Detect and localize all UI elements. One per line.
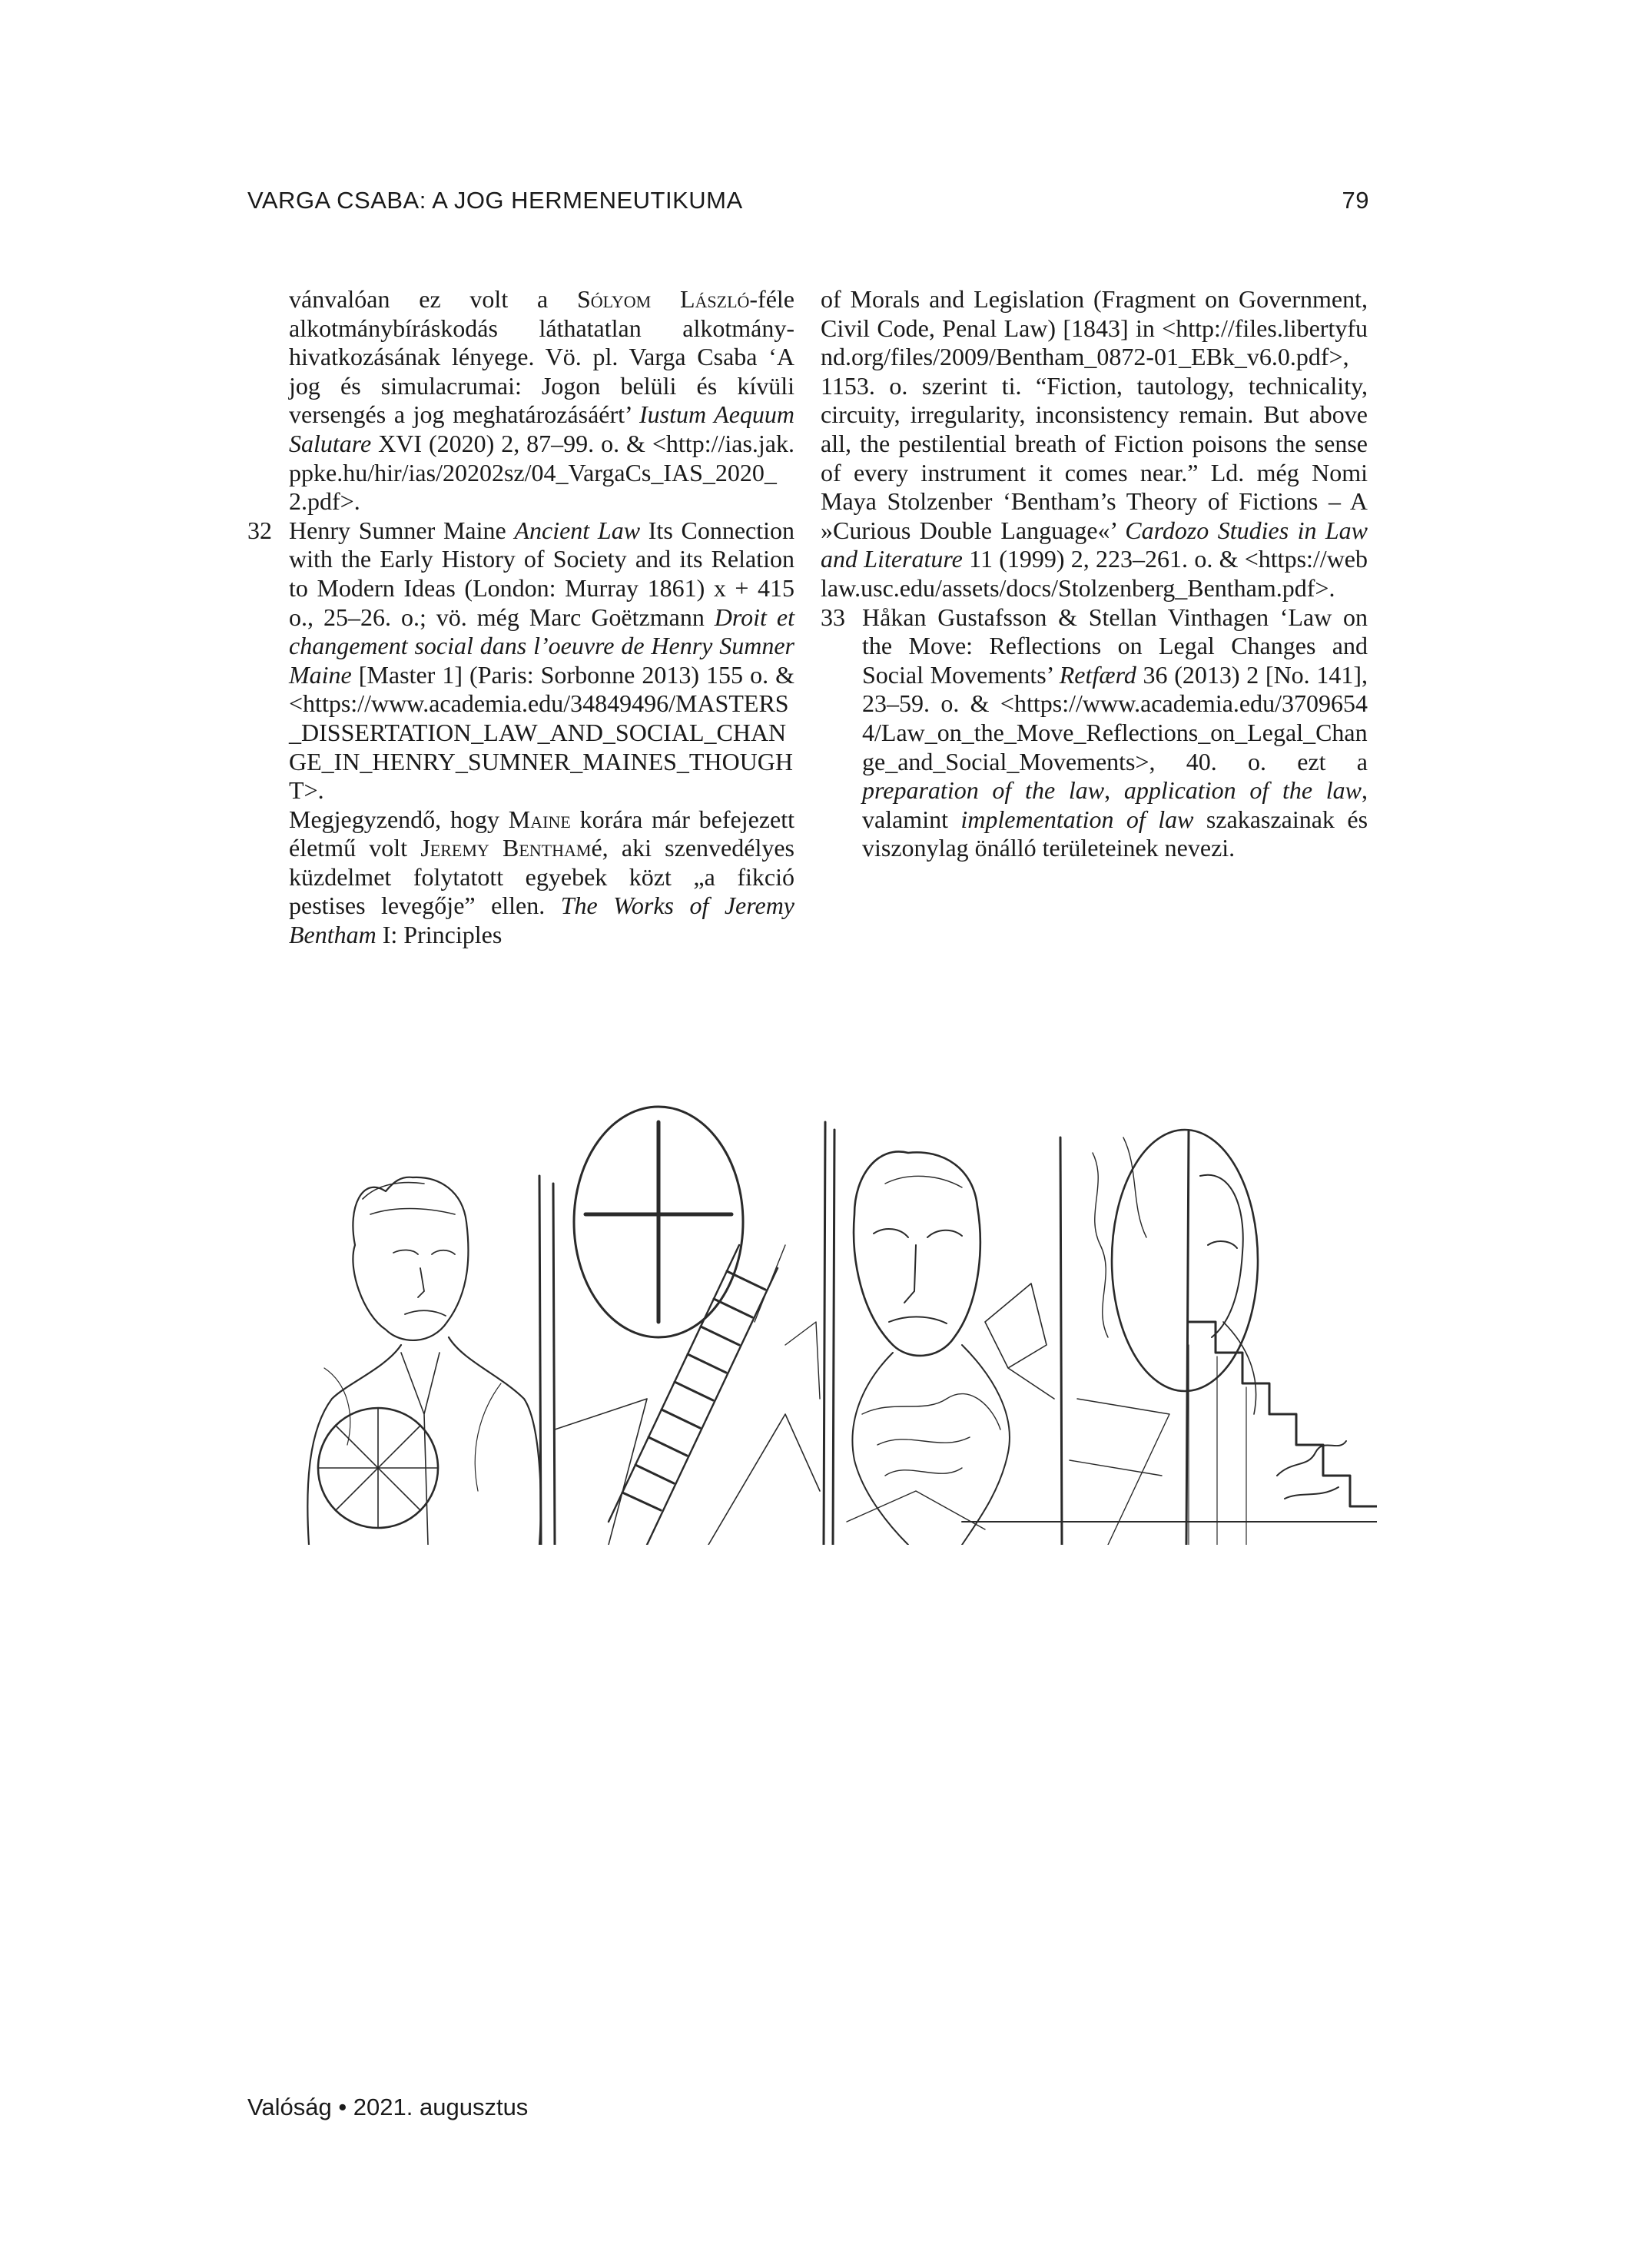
running-head-title: VARGA CSABA: A JOG HERMENEUTIKUMA <box>247 187 743 214</box>
footnote-number: 32 <box>247 516 272 544</box>
footnote-32-note: Megjegyzendő, hogy Maine korára már befejezett életmű volt Jeremy Benthamé, aki szenvedélyes küzdelmet folytatott egyebek közt „a fikció pestises levegője” ellen. The Works of Jeremy Bentham I: Principles <box>289 805 795 949</box>
footnote-link[interactable]: <http://files.libertyfund.org/files/2009/Bentham_0872-01_EBk_v6.0.pdf> <box>821 314 1368 371</box>
footnote-link[interactable]: <https://www.academia.edu/37096544/Law_on_the_Move_Reflections_on_Legal_Change_and_Social_Movements> <box>862 689 1368 775</box>
footnote-link[interactable]: <https://www.academia.edu/34849496/MASTERS_DISSERTATION_LAW_AND_SOCIAL_CHANGE_IN_HENRY_SUMNER_MAINES_THOUGHT>. <box>289 689 793 805</box>
footnote-number: 33 <box>821 603 845 631</box>
left-column <box>247 285 794 950</box>
page-footer: Valóság • 2021. augusztus <box>247 2094 529 2120</box>
footnote-32: 32 Henry Sumner Maine Ancient Law Its Connection with the Early History of Society and its Relation to Modern Ideas (London: Murray 1861) x + 415 o., 25–26. o.; vö. még Marc Goëtzmann Droit et changement social dans l’oeuvre de Henry Sumner Maine [Master 1] (Paris: Sorbonne 2013) 155 o. & <https://www.academia.edu/34849496/MASTERS_DISSERTATION_LAW_AND_SOCIAL_CHANGE_IN_HENRY_SUMNER_MAINES_THOUGHT>. <box>247 516 795 805</box>
author-name: Maine <box>508 805 571 833</box>
footnote-31-continuation: vánvalóan ez volt a Sólyom László-féle alkotmánybíráskodás láthatatlan alkotmányhivatkozásának lényege. Vö. pl. Varga Csaba ‘A jog és simulacrumai: Jogon belüli és kívüli versengés a jog meghatározásáért’ Iustum Aequum Salutare XVI (2020) 2, 87–99. o. & <http://ias.jak.ppke.hu/hir/ias/20202sz/04_VargaCs_IAS_2020_2.pdf>. <box>289 285 794 516</box>
page-number: 79 <box>1342 187 1369 214</box>
illustration <box>247 1091 1377 1545</box>
figure-man-with-wheel <box>307 1177 540 1545</box>
journal-title: Iustum Aequum Salutare <box>289 400 794 457</box>
figure-half-face-staircase <box>1070 1130 1377 1545</box>
book-title: The Works of Jeremy Bentham <box>289 892 795 949</box>
author-name: Sólyom László <box>576 285 750 313</box>
footnote-link[interactable]: <http://ias.jak.ppke.hu/hir/ias/20202sz/04_VargaCs_IAS_2020_2.pdf>. <box>289 429 794 516</box>
footnote-link[interactable]: <https://weblaw.usc.edu/assets/docs/Stolzenberg_Bentham.pdf>. <box>821 545 1368 602</box>
pen-drawing <box>247 1091 1377 1545</box>
footnote-33: 33 Håkan Gustafsson & Stellan Vinthagen ‘Law on the Move: Reflections on Legal Changes and Social Movements’ Retfærd 36 (2013) 2 [No. 141], 23–59. o. & <https://www.academia.edu/37096544/Law_on_the_Move_Reflections_on_Legal_Change_and_Social_Movements>, 40. o. ezt a preparation of the law, application of the law, valamint implementation of law szakaszainak és viszonylag önálló területeinek nevezi. <box>821 603 1368 862</box>
author-name: Jeremy Bentham <box>420 834 592 862</box>
footnote-32-continuation: of Morals and Legislation (Fragment on Government, Civil Code, Penal Law) [1843] in <http://files.libertyfund.org/files/2009/Bentham_0872-01_EBk_v6.0.pdf>, 1153. o. szerint ti. “Fiction, tautology, technicality, circuity, irregularity, inconsistency remain. But above all, the pestilential breath of Fiction poisons the sense of every instrument it comes near.” Ld. még Nomi Maya Stolzenber ‘Bentham’s Theory of Fictions – A »Curious Double Language«’ Cardozo Studies in Law and Literature 11 (1999) 2, 223–261. o. & <https://weblaw.usc.edu/assets/docs/Stolzenberg_Bentham.pdf>. <box>821 285 1368 602</box>
figure-gaunt-face <box>847 1151 1054 1545</box>
book-title: Ancient Law <box>514 516 641 544</box>
journal-title: Cardozo Studies in Law and Literature <box>821 516 1368 573</box>
journal-title: Retfærd <box>1059 660 1136 689</box>
figure-cross-and-ladder <box>555 1107 820 1545</box>
thesis-title: Droit et changement social dans l’oeuvre de Henry Sumner Maine <box>289 603 794 689</box>
running-head <box>247 187 1369 214</box>
right-column <box>821 285 1368 863</box>
